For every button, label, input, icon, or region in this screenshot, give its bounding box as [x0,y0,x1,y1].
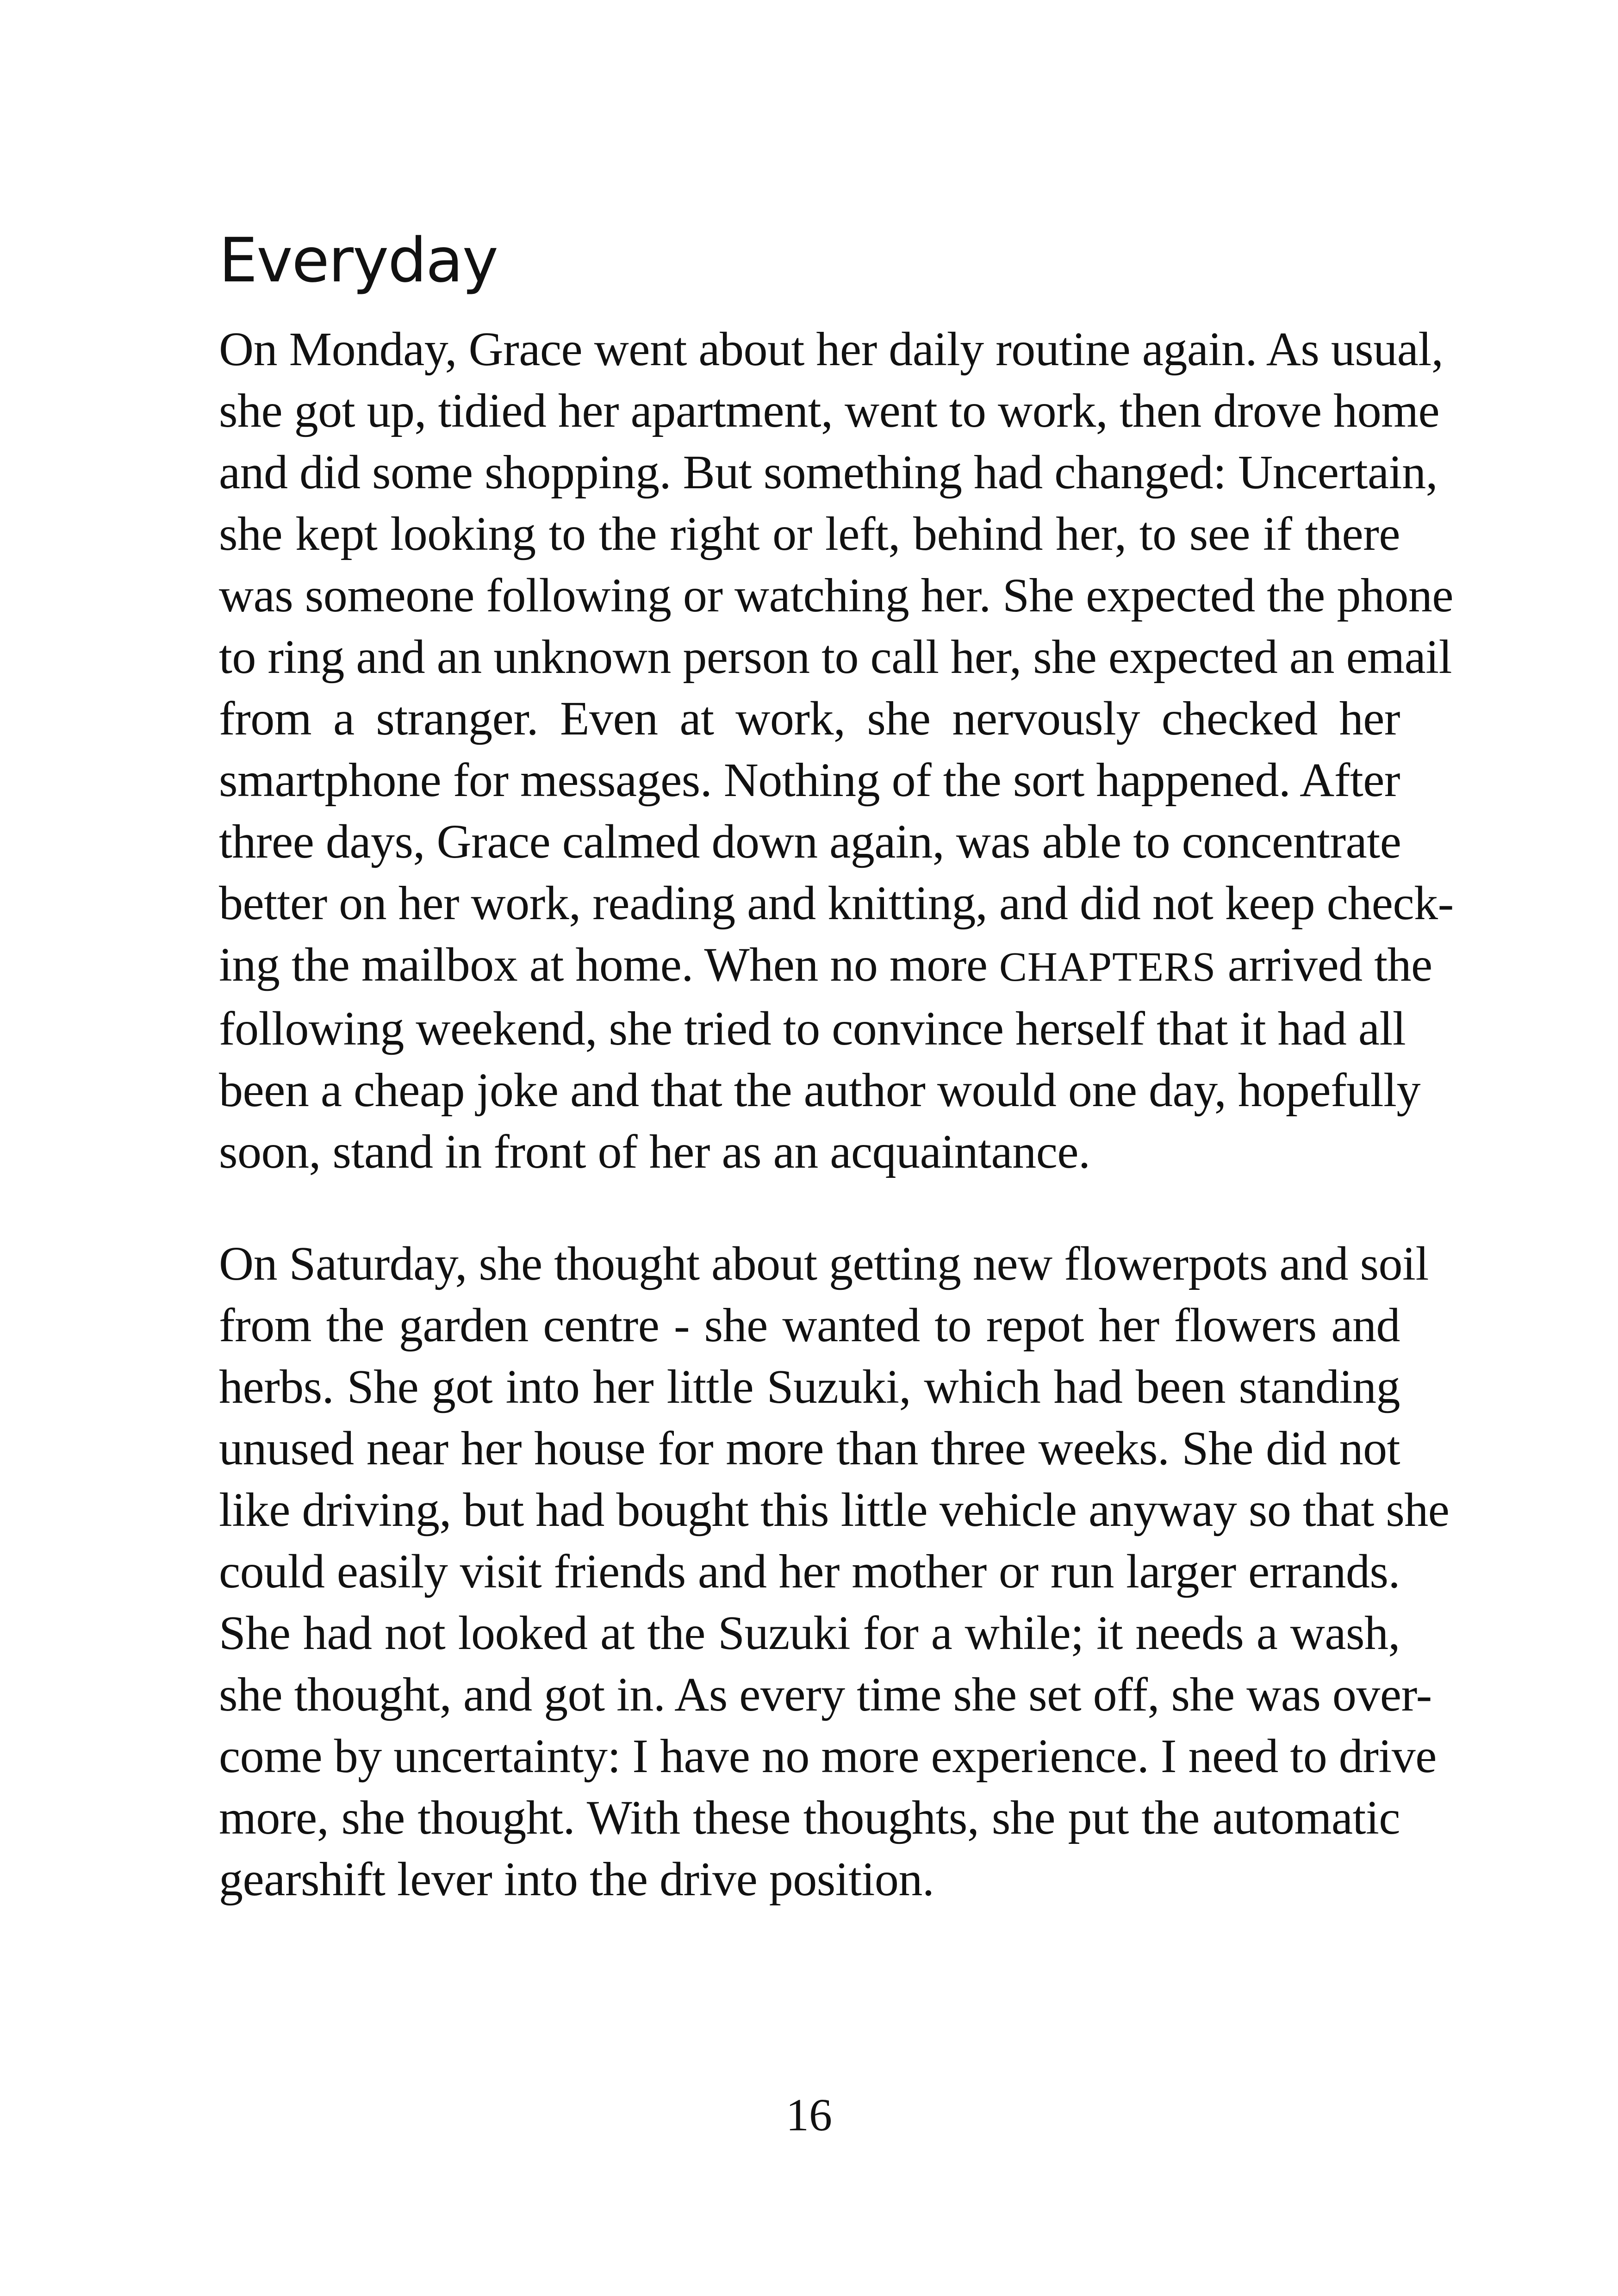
text-line: following weekend, she tried to convince herself that it had all [219,1002,1406,1055]
text-line: three days, Grace calmed down again, was able to concentrate [219,815,1401,868]
text-line: She had not looked at the Suzuki for a while; it needs a wash, [219,1606,1400,1660]
text-line: she thought, and got in. As every time she set off, she was over- [219,1668,1432,1721]
text-line: come by uncertainty: I have no more experience. I need to drive [219,1730,1437,1783]
text-line: from the garden centre - she wanted to repot her flowers and [219,1299,1400,1352]
text-line: gearshift lever into the drive position. [219,1853,934,1906]
chapter-title: Everyday [219,225,498,296]
text-line: could easily visit friends and her mother or run larger errands. [219,1545,1400,1598]
text-line: she got up, tidied her apartment, went to work, then drove home [219,384,1440,437]
text-line: from a stranger. Even at work, she nervously checked her [219,692,1400,745]
text-line: was someone following or watching her. She expected the phone [219,569,1453,622]
text-line: to ring and an unknown person to call her, she expected an email [219,630,1452,684]
chapters-smallcaps-word: CHAPTERS [999,944,1216,990]
paragraph-1 [219,318,1454,1182]
text-line: On Saturday, she thought about getting new flowerpots and soil [219,1237,1429,1290]
text-line: been a cheap joke and that the author would one day, hopefully [219,1064,1421,1117]
text-line: On Monday, Grace went about her daily routine again. As usual, [219,323,1444,376]
text-line: she kept looking to the right or left, behind her, to see if there [219,507,1400,560]
text-segment: arrived the [1216,938,1432,991]
text-line: more, she thought. With these thoughts, she put the automatic [219,1791,1400,1844]
text-segment: ing the mailbox at home. When no more [219,938,1000,991]
paragraph-2 [219,1233,1450,1910]
text-line: like driving, but had bought this little vehicle anyway so that she [219,1483,1450,1537]
text-line: smartphone for messages. Nothing of the sort happened. After [219,753,1400,807]
text-line-with-smallcaps [219,934,1432,998]
text-line: unused near her house for more than three weeks. She did not [219,1422,1400,1475]
text-line: and did some shopping. But something had changed: Uncertain, [219,446,1438,499]
text-line: soon, stand in front of her as an acquaintance. [219,1125,1090,1178]
page-number: 16 [786,2089,832,2140]
text-line: better on her work, reading and knitting, and did not keep check- [219,877,1454,930]
text-line: herbs. She got into her little Suzuki, which had been standing [219,1360,1400,1413]
